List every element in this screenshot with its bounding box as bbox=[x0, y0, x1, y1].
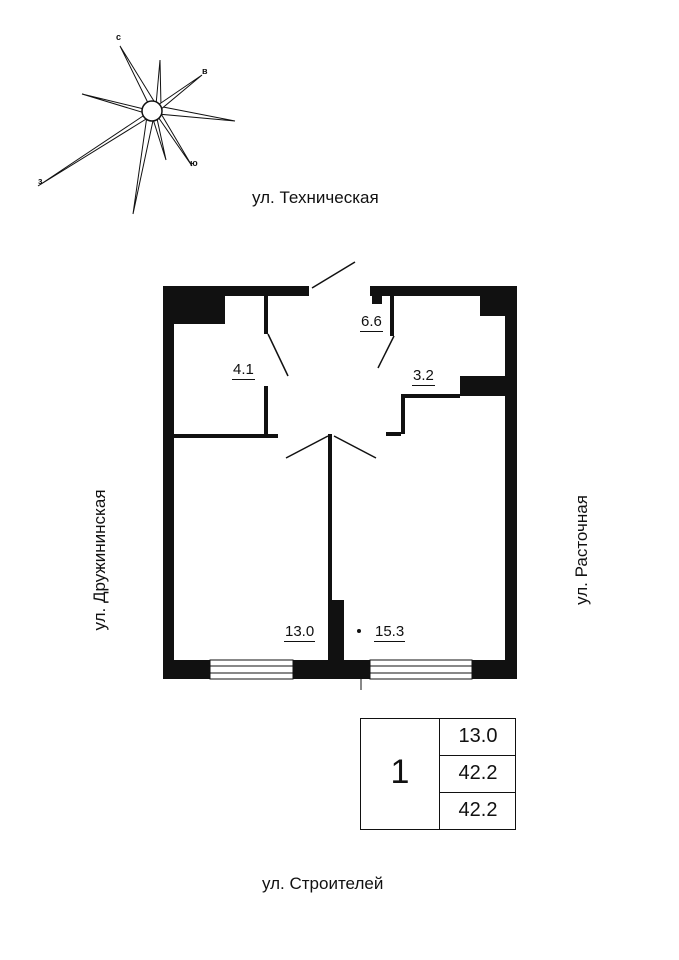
room-label-living-right: 15.3 bbox=[375, 623, 405, 640]
compass-north-label: с bbox=[116, 32, 122, 42]
floor-plan bbox=[150, 250, 530, 690]
summary-rooms-count: 1 bbox=[390, 753, 410, 791]
room-label-bathroom: 4.1 bbox=[233, 361, 254, 378]
summary-table bbox=[360, 718, 516, 830]
room-label-hall: 6.6 bbox=[361, 313, 382, 330]
summary-total-area: 42.2 bbox=[458, 762, 498, 784]
compass-south-label: ю bbox=[190, 158, 198, 168]
room-label-wc: 3.2 bbox=[413, 367, 434, 384]
summary-total-area-2: 42.2 bbox=[458, 799, 498, 821]
summary-divider-2 bbox=[439, 792, 516, 793]
compass-rose bbox=[20, 20, 250, 230]
compass-rose-icon bbox=[20, 20, 250, 230]
street-bottom: ул. Строителей bbox=[262, 874, 384, 893]
summary-divider-1 bbox=[439, 755, 516, 756]
street-top: ул. Техническая bbox=[252, 188, 379, 207]
compass-east-label: в bbox=[202, 66, 208, 76]
street-right: ул. Расточная bbox=[572, 495, 591, 605]
summary-living-area: 13.0 bbox=[458, 725, 498, 747]
room-label-living-left: 13.0 bbox=[285, 623, 315, 640]
compass-west-label: з bbox=[38, 176, 43, 186]
floor-plan-drawing bbox=[150, 250, 530, 690]
street-left: ул. Дружининская bbox=[90, 489, 109, 631]
